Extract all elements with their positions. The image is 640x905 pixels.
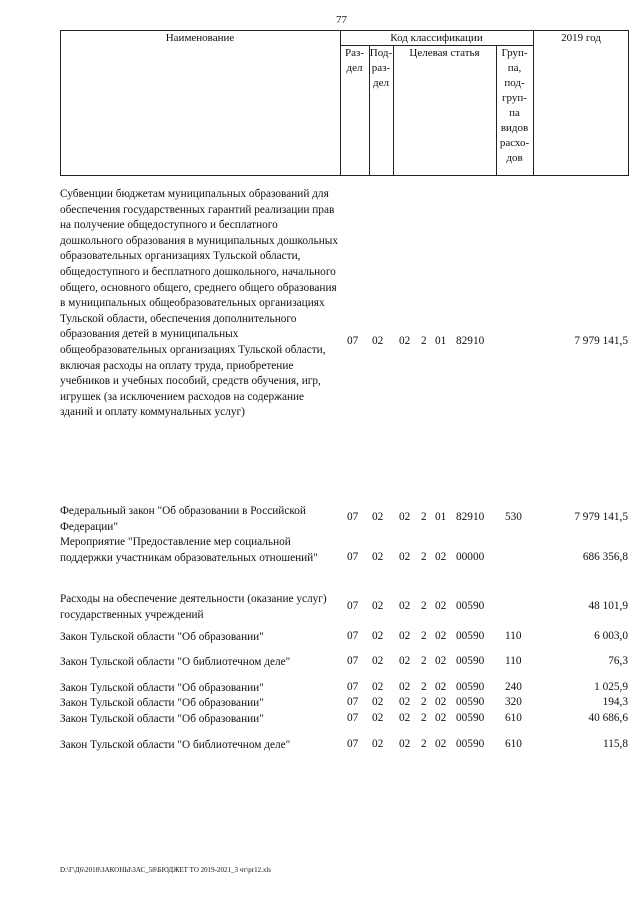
row-target-3: 02	[435, 655, 447, 667]
table-row	[60, 712, 628, 728]
row-name: Мероприятие "Предоставление мер социальной поддержки участникам образовательных отношений"	[60, 536, 318, 564]
row-target-4: 00590	[456, 630, 485, 642]
table-row	[60, 535, 628, 583]
table-row	[60, 655, 628, 671]
row-target-2: 2	[421, 630, 427, 642]
header-podrazdel: Под- раз- дел	[369, 47, 393, 89]
row-target-3: 02	[435, 681, 447, 693]
row-target-3: 02	[435, 696, 447, 708]
header-target: Целевая статья	[409, 47, 480, 59]
row-podrazdel: 02	[372, 630, 384, 642]
row-target-2: 2	[421, 681, 427, 693]
row-razdel: 07	[347, 655, 359, 667]
row-podrazdel: 02	[372, 551, 384, 563]
row-target-4: 00000	[456, 551, 485, 563]
row-sum: 7 979 141,5	[574, 335, 628, 347]
row-name: Закон Тульской области "О библиотечном деле"	[60, 739, 291, 751]
row-target-1: 02	[399, 630, 411, 642]
header-divider	[533, 30, 534, 176]
header-name: Наименование	[165, 32, 235, 44]
row-target-3: 02	[435, 712, 447, 724]
row-target-4: 82910	[456, 511, 485, 523]
row-target-2: 2	[421, 655, 427, 667]
row-target-4: 00590	[456, 696, 485, 708]
header-kod: Код классификации	[390, 32, 483, 44]
row-target-4: 00590	[456, 712, 485, 724]
row-target-3: 02	[435, 600, 447, 612]
row-sum: 40 686,6	[588, 712, 628, 724]
row-target-2: 2	[421, 551, 427, 563]
row-podrazdel: 02	[372, 511, 384, 523]
row-target-1: 02	[399, 681, 411, 693]
row-sum: 48 101,9	[588, 600, 628, 612]
row-target-2: 2	[421, 738, 427, 750]
row-target-4: 00590	[456, 600, 485, 612]
row-target-4: 82910	[456, 335, 485, 347]
row-podrazdel: 02	[372, 712, 384, 724]
row-podrazdel: 02	[372, 738, 384, 750]
row-sum: 7 979 141,5	[574, 511, 628, 523]
row-name: Закон Тульской области "Об образовании"	[60, 682, 264, 694]
header-razdel: Раз- дел	[344, 47, 364, 74]
row-target-4: 00590	[456, 738, 485, 750]
row-vid: 110	[505, 655, 522, 667]
row-target-2: 2	[421, 600, 427, 612]
row-target-2: 2	[421, 712, 427, 724]
row-target-3: 02	[435, 551, 447, 563]
row-podrazdel: 02	[372, 600, 384, 612]
row-vid: 240	[505, 681, 522, 693]
row-target-1: 02	[399, 696, 411, 708]
row-sum: 6 003,0	[594, 630, 628, 642]
row-razdel: 07	[347, 551, 359, 563]
row-podrazdel: 02	[372, 681, 384, 693]
table-row	[60, 696, 628, 712]
row-target-3: 01	[435, 335, 447, 347]
row-razdel: 07	[347, 335, 359, 347]
row-target-2: 2	[421, 696, 427, 708]
row-vid: 530	[505, 511, 522, 523]
row-razdel: 07	[347, 696, 359, 708]
row-target-3: 02	[435, 738, 447, 750]
row-name: Закон Тульской области "Об образовании"	[60, 631, 264, 643]
header-year: 2019 год	[561, 32, 601, 44]
table-row	[60, 738, 628, 754]
header-group: Груп- па, под- груп- па видов расхо- дов	[499, 47, 530, 164]
row-name: Закон Тульской области "Об образовании"	[60, 713, 264, 725]
row-podrazdel: 02	[372, 655, 384, 667]
row-razdel: 07	[347, 738, 359, 750]
row-target-2: 2	[421, 335, 427, 347]
file-path-footer: D:\Г\Д6\2018\ЗАКОНЫ\ЗАС_58\БЮДЖЕТ ТО 2019-2021_3 чт\pr12.xls	[60, 866, 272, 874]
row-sum: 76,3	[608, 655, 628, 667]
row-target-2: 2	[421, 511, 427, 523]
row-razdel: 07	[347, 600, 359, 612]
row-name: Закон Тульской области "Об образовании"	[60, 697, 264, 709]
row-podrazdel: 02	[372, 335, 384, 347]
row-vid: 610	[505, 738, 522, 750]
row-sum: 686 356,8	[582, 551, 628, 563]
row-target-1: 02	[399, 335, 411, 347]
row-sum: 194,3	[602, 696, 628, 708]
row-target-3: 02	[435, 630, 447, 642]
row-target-1: 02	[399, 738, 411, 750]
table-row	[60, 504, 628, 536]
row-target-1: 02	[399, 712, 411, 724]
page-number: 77	[336, 14, 347, 26]
row-target-1: 02	[399, 600, 411, 612]
row-name: Субвенции бюджетам муниципальных образований для обеспечения государственных гарантий реализации прав на получение общедоступного и бесплатного дошкольного образования в муниципальных дошкольных образовательных организациях Тульской области, общедоступного и бесплатного дошкольного, начального общего, основного общего, среднего общего образования в муниципальных общеобразовательных организациях Тульской области, обеспечения дополнительного образования детей в муниципальных общеобразовательных организациях Тульской области, включая расходы на оплату труда, приобретение учебников и учебных пособий, средств обучения, игр, игрушек (за исключением расходов на содержание зданий и оплату коммунальных услуг)	[60, 188, 339, 419]
row-razdel: 07	[347, 712, 359, 724]
row-podrazdel: 02	[372, 696, 384, 708]
row-name: Федеральный закон "Об образовании в Российской Федерации"	[60, 505, 306, 533]
row-target-4: 00590	[456, 655, 485, 667]
table-row	[60, 187, 628, 487]
header-divider	[393, 45, 394, 176]
row-target-3: 01	[435, 511, 447, 523]
row-target-4: 00590	[456, 681, 485, 693]
row-vid: 610	[505, 712, 522, 724]
row-razdel: 07	[347, 511, 359, 523]
row-target-1: 02	[399, 511, 411, 523]
table-row	[60, 592, 628, 624]
row-vid: 110	[505, 630, 522, 642]
row-target-1: 02	[399, 655, 411, 667]
table-row	[60, 630, 628, 646]
row-sum: 115,8	[603, 738, 628, 750]
table-row	[60, 681, 628, 697]
row-vid: 320	[505, 696, 522, 708]
row-name: Закон Тульской области "О библиотечном деле"	[60, 656, 291, 668]
row-sum: 1 025,9	[594, 681, 628, 693]
row-razdel: 07	[347, 681, 359, 693]
row-name: Расходы на обеспечение деятельности (оказание услуг) государственных учреждений	[60, 593, 327, 621]
row-target-1: 02	[399, 551, 411, 563]
row-razdel: 07	[347, 630, 359, 642]
